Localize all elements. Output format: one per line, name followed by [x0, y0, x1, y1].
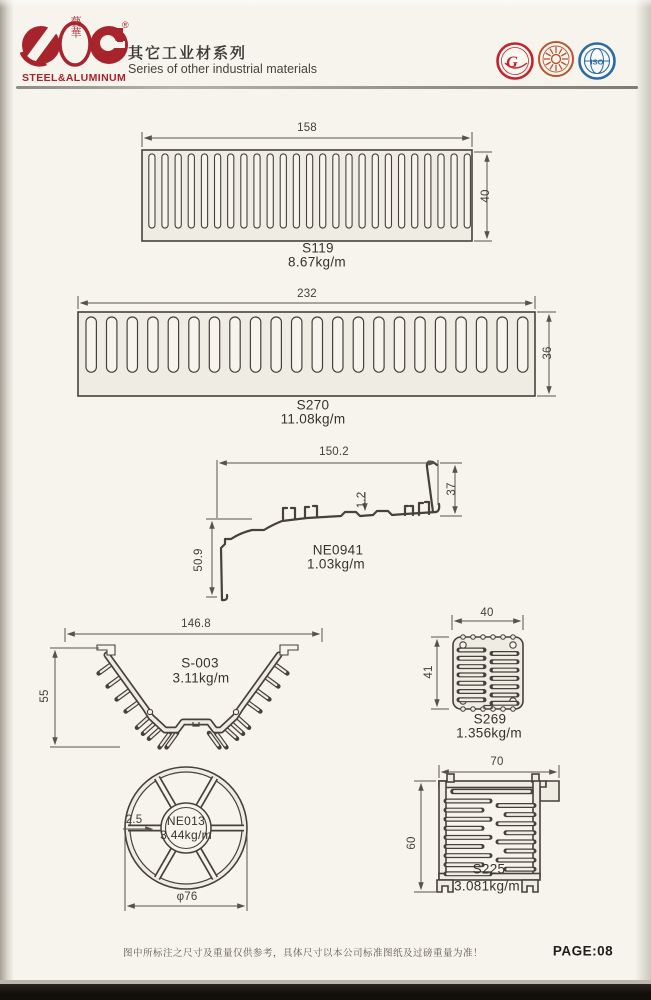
dim-width-ne0941: 150.2 — [319, 446, 349, 458]
profile-weight-s225: 3.081kg/m — [454, 878, 520, 894]
photo-background-strip — [0, 984, 651, 1000]
dim-right-ne0941: 37 — [446, 482, 458, 496]
dim-width-s119: 158 — [297, 122, 317, 134]
dim-thickness-ne013: 2.5 — [125, 814, 143, 826]
disclaimer-text: 图中所标注之尺寸及重量仅供参考，具体尺寸以本公司标准图纸及过磅重量为准！ — [122, 948, 484, 959]
dim-height-s270: 36 — [542, 346, 554, 360]
dim-width-s269: 40 — [480, 607, 494, 619]
dim-width-s225: 70 — [490, 756, 504, 768]
profile-weight-s119: 8.67kg/m — [288, 254, 346, 270]
profile-code-s269: S269 — [473, 711, 507, 727]
drawing-s003 — [50, 628, 322, 747]
dim-width-s270: 232 — [297, 288, 317, 300]
profile-code-s119: S119 — [302, 240, 334, 256]
profile-code-ne0941: NE0941 — [312, 542, 364, 558]
profile-code-ne013: NE013 — [166, 814, 206, 828]
dim-thickness-ne0941: 1.2 — [356, 491, 368, 509]
profile-code-s270: S270 — [296, 397, 330, 413]
dim-diameter-ne013: φ76 — [176, 891, 198, 903]
svg-text:ISO: ISO — [590, 57, 604, 67]
registered-mark: ® — [122, 20, 129, 30]
dim-width-s003: 146.8 — [181, 618, 211, 630]
profile-weight-ne013: 3.44kg/m — [160, 828, 212, 842]
drawing-s119 — [142, 132, 492, 241]
profile-code-s003: S-003 — [181, 655, 219, 671]
drawing-ne0941 — [206, 460, 462, 600]
logo-seal-text: 藝華 — [69, 16, 81, 38]
dim-height-s225: 60 — [406, 836, 418, 850]
series-title-zh: 其它工业材系列 — [128, 45, 248, 62]
profile-weight-s270: 11.08kg/m — [280, 411, 346, 427]
dim-left-ne0941: 50.9 — [193, 548, 205, 572]
dim-height-s269: 41 — [423, 665, 435, 679]
profile-code-s225: S225 — [472, 861, 506, 877]
profile-weight-ne0941: 1.03kg/m — [307, 556, 365, 572]
drawing-s270 — [78, 296, 556, 396]
page-number: PAGE:08 — [552, 943, 614, 959]
profile-weight-s003: 3.11kg/m — [172, 670, 230, 686]
dim-height-s119: 40 — [480, 189, 492, 203]
drawing-s269 — [431, 615, 523, 711]
dim-height-s003: 55 — [39, 689, 51, 703]
series-title-en: Series of other industrial materials — [128, 62, 317, 76]
svg-text:G: G — [506, 54, 518, 71]
profile-weight-s269: 1.356kg/m — [456, 725, 522, 741]
brand-name: STEEL&ALUMINUM — [22, 72, 127, 84]
